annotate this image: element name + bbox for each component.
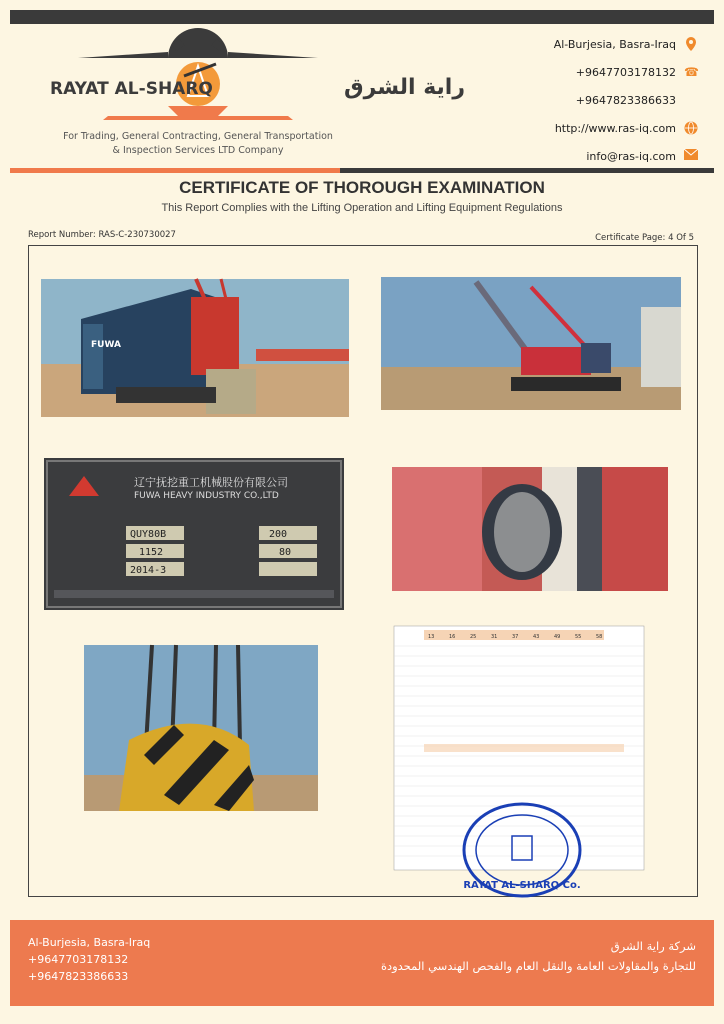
svg-text:2014-3: 2014-3	[130, 565, 167, 576]
contact-email[interactable]: info@ras-iq.com	[448, 142, 698, 170]
footer-phone2[interactable]: +9647823386633	[28, 970, 129, 983]
svg-text:37: 37	[512, 634, 519, 640]
load-chart-headers	[428, 634, 602, 640]
photo-winch-drum	[392, 467, 668, 591]
footer-arabic-text	[381, 936, 696, 976]
location-pin-icon	[684, 37, 698, 51]
document-title: CERTIFICATE OF THOROUGH EXAMINATION	[179, 178, 545, 197]
footer-ar-line1: شركة راية الشرق	[610, 939, 696, 953]
report-number: Report Number: RAS-C-230730027	[28, 230, 176, 240]
svg-text:58: 58	[596, 634, 603, 640]
footer-phone1[interactable]: +9647703178132	[28, 953, 129, 966]
globe-icon	[684, 121, 698, 135]
company-desc-line1: For Trading, General Contracting, General Transportation	[63, 131, 333, 142]
contact-phone1[interactable]: +9647703178132 ☎	[575, 65, 699, 79]
svg-text:16: 16	[449, 634, 456, 640]
company-logo	[48, 36, 466, 128]
photo-nameplate	[44, 458, 344, 610]
document-subtitle: This Report Complies with the Lifting Operation and Lifting Equipment Regulations	[161, 202, 563, 214]
header-divider-dark	[340, 168, 714, 173]
svg-text:1152: 1152	[139, 547, 164, 558]
company-description	[48, 130, 348, 158]
svg-text:80: 80	[279, 547, 292, 558]
footer-band	[10, 920, 714, 1006]
svg-text:55: 55	[575, 634, 582, 640]
photo-hook-block	[84, 645, 318, 811]
photo-crawler-crane	[381, 277, 681, 410]
envelope-icon	[684, 149, 698, 163]
contact-phone2[interactable]: +9647823386633	[448, 86, 698, 114]
contact-website[interactable]: http://www.ras-iq.com	[448, 114, 698, 142]
company-name-ar: راية الشرق	[344, 75, 466, 100]
svg-text:200: 200	[269, 529, 288, 540]
svg-text:QUY80B: QUY80B	[130, 529, 167, 540]
svg-text:31: 31	[491, 634, 498, 640]
svg-text:43: 43	[533, 634, 540, 640]
footer-contacts	[28, 934, 150, 985]
svg-text:25: 25	[470, 634, 477, 640]
blank-icon-spacer	[684, 93, 698, 107]
top-dark-bar	[10, 10, 714, 24]
telephone-icon: ☎	[684, 65, 699, 79]
svg-text:FUWA: FUWA	[91, 340, 121, 350]
contact-address: Al-Burjesia, Basra-Iraq	[448, 30, 698, 58]
company-stamp	[460, 800, 584, 900]
photo-crane-cab	[41, 279, 349, 417]
footer-ar-line2: للتجارة والمقاولات العامة والنقل العام والفحص الهندسي المحدودة	[380, 959, 696, 973]
svg-text:辽宁抚挖重工机械股份有限公司: 辽宁抚挖重工机械股份有限公司	[134, 476, 288, 489]
svg-text:13: 13	[428, 634, 435, 640]
svg-text:49: 49	[554, 634, 561, 640]
svg-text:FUWA HEAVY INDUSTRY CO.,LTD: FUWA HEAVY INDUSTRY CO.,LTD	[134, 491, 279, 501]
company-desc-line2: & Inspection Services LTD Company	[112, 145, 284, 156]
certificate-page-number: Certificate Page: 4 Of 5	[595, 233, 694, 243]
footer-address: Al-Burjesia, Basra-Iraq	[28, 936, 151, 949]
svg-text:RAYAT AL-SHARQ Co.: RAYAT AL-SHARQ Co.	[463, 880, 581, 891]
header-divider-orange	[10, 168, 340, 173]
company-name-en: RAYAT AL-SHARQ	[50, 79, 213, 99]
contact-block	[448, 30, 698, 170]
